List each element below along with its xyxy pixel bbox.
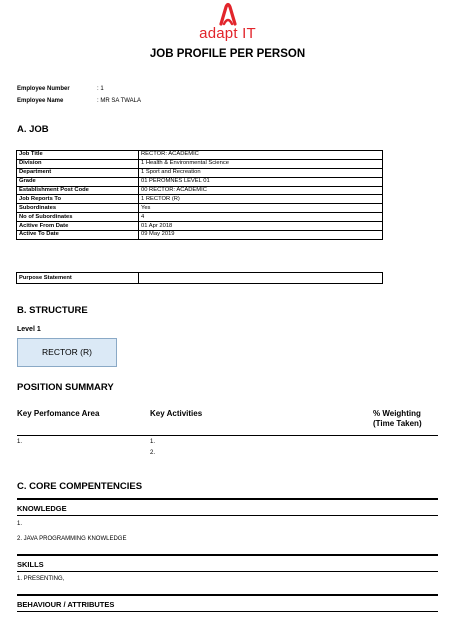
job-details-table bbox=[16, 150, 383, 240]
purpose-statement-table bbox=[16, 272, 383, 284]
weighting-column-subheader: (Time Taken) bbox=[373, 419, 422, 428]
activity-item: 1. bbox=[150, 439, 156, 445]
job-detail-label: Department bbox=[17, 168, 139, 177]
purpose-statement-label: Purpose Statement bbox=[17, 273, 139, 284]
job-detail-row bbox=[17, 213, 383, 222]
behaviour-top-rule bbox=[17, 594, 438, 596]
weighting-column-header: % Weighting bbox=[373, 409, 421, 418]
section-c-title: C. CORE COMPENTENCIES bbox=[17, 481, 143, 492]
job-detail-value: 1 Sport and Recreation bbox=[139, 168, 383, 177]
skills-heading: SKILLS bbox=[17, 560, 44, 569]
job-detail-row bbox=[17, 231, 383, 240]
job-detail-label: Active To Date bbox=[17, 231, 139, 240]
behaviour-bottom-rule bbox=[17, 611, 438, 612]
knowledge-top-rule bbox=[17, 498, 438, 500]
job-detail-label: Grade bbox=[17, 177, 139, 186]
company-logo bbox=[0, 2, 455, 42]
employee-number-label: Employee Number bbox=[17, 86, 70, 92]
job-detail-value: 1 RECTOR (R) bbox=[139, 195, 383, 204]
job-detail-label: Establishment Post Code bbox=[17, 186, 139, 195]
job-detail-value: 01 Apr 2018 bbox=[139, 222, 383, 231]
knowledge-item: 1. bbox=[17, 521, 23, 527]
behaviour-heading: BEHAVIOUR / ATTRIBUTES bbox=[17, 600, 115, 609]
org-chart-node: RECTOR (R) bbox=[17, 338, 117, 367]
structure-level-label: Level 1 bbox=[17, 326, 41, 333]
employee-number-value: : 1 bbox=[97, 86, 104, 92]
knowledge-heading: KNOWLEDGE bbox=[17, 504, 67, 513]
job-detail-row bbox=[17, 151, 383, 160]
adapt-it-logo-icon bbox=[217, 2, 239, 26]
position-summary-title: POSITION SUMMARY bbox=[17, 382, 114, 393]
job-detail-label: Division bbox=[17, 159, 139, 168]
skills-item: 1. PRESENTING, bbox=[17, 576, 65, 582]
employee-name-label: Employee Name bbox=[17, 98, 64, 104]
section-a-title: A. JOB bbox=[17, 124, 49, 135]
skills-bottom-rule bbox=[17, 571, 438, 572]
knowledge-bottom-rule bbox=[17, 515, 438, 516]
job-detail-label: Acitive From Date bbox=[17, 222, 139, 231]
job-detail-row bbox=[17, 186, 383, 195]
job-detail-value: 01 PEROMNES LEVEL 01 bbox=[139, 177, 383, 186]
job-detail-value: 4 bbox=[139, 213, 383, 222]
job-detail-label: No of Subordinates bbox=[17, 213, 139, 222]
job-detail-row bbox=[17, 177, 383, 186]
key-activities-column-header: Key Activities bbox=[150, 409, 203, 418]
job-detail-value: 09 May 2019 bbox=[139, 231, 383, 240]
position-summary-divider bbox=[17, 435, 438, 436]
job-detail-value: Yes bbox=[139, 204, 383, 213]
section-b-title: B. STRUCTURE bbox=[17, 305, 88, 316]
job-detail-value: RECTOR: ACADEMIC bbox=[139, 151, 383, 160]
kpa-item: 1. bbox=[17, 439, 23, 445]
job-detail-label: Job Reports To bbox=[17, 195, 139, 204]
job-detail-row bbox=[17, 195, 383, 204]
job-detail-label: Job Title bbox=[17, 151, 139, 160]
job-detail-value: 00 RECTOR: ACADEMIC bbox=[139, 186, 383, 195]
job-detail-row bbox=[17, 222, 383, 231]
kpa-column-header: Key Perfomance Area bbox=[17, 409, 100, 418]
job-detail-value: 1 Health & Environmental Science bbox=[139, 159, 383, 168]
job-detail-row bbox=[17, 168, 383, 177]
job-detail-label: Subordinates bbox=[17, 204, 139, 213]
knowledge-item: 2. JAVA PROGRAMMING KNOWLEDGE bbox=[17, 536, 127, 542]
purpose-statement-value bbox=[139, 273, 383, 284]
logo-wordmark: adapt IT bbox=[199, 25, 256, 42]
employee-name-value: : MR SA TWALA bbox=[97, 98, 142, 104]
document-title: JOB PROFILE PER PERSON bbox=[149, 48, 306, 60]
activity-item: 2. bbox=[150, 450, 156, 456]
job-detail-row bbox=[17, 159, 383, 168]
job-detail-row bbox=[17, 204, 383, 213]
skills-top-rule bbox=[17, 554, 438, 556]
